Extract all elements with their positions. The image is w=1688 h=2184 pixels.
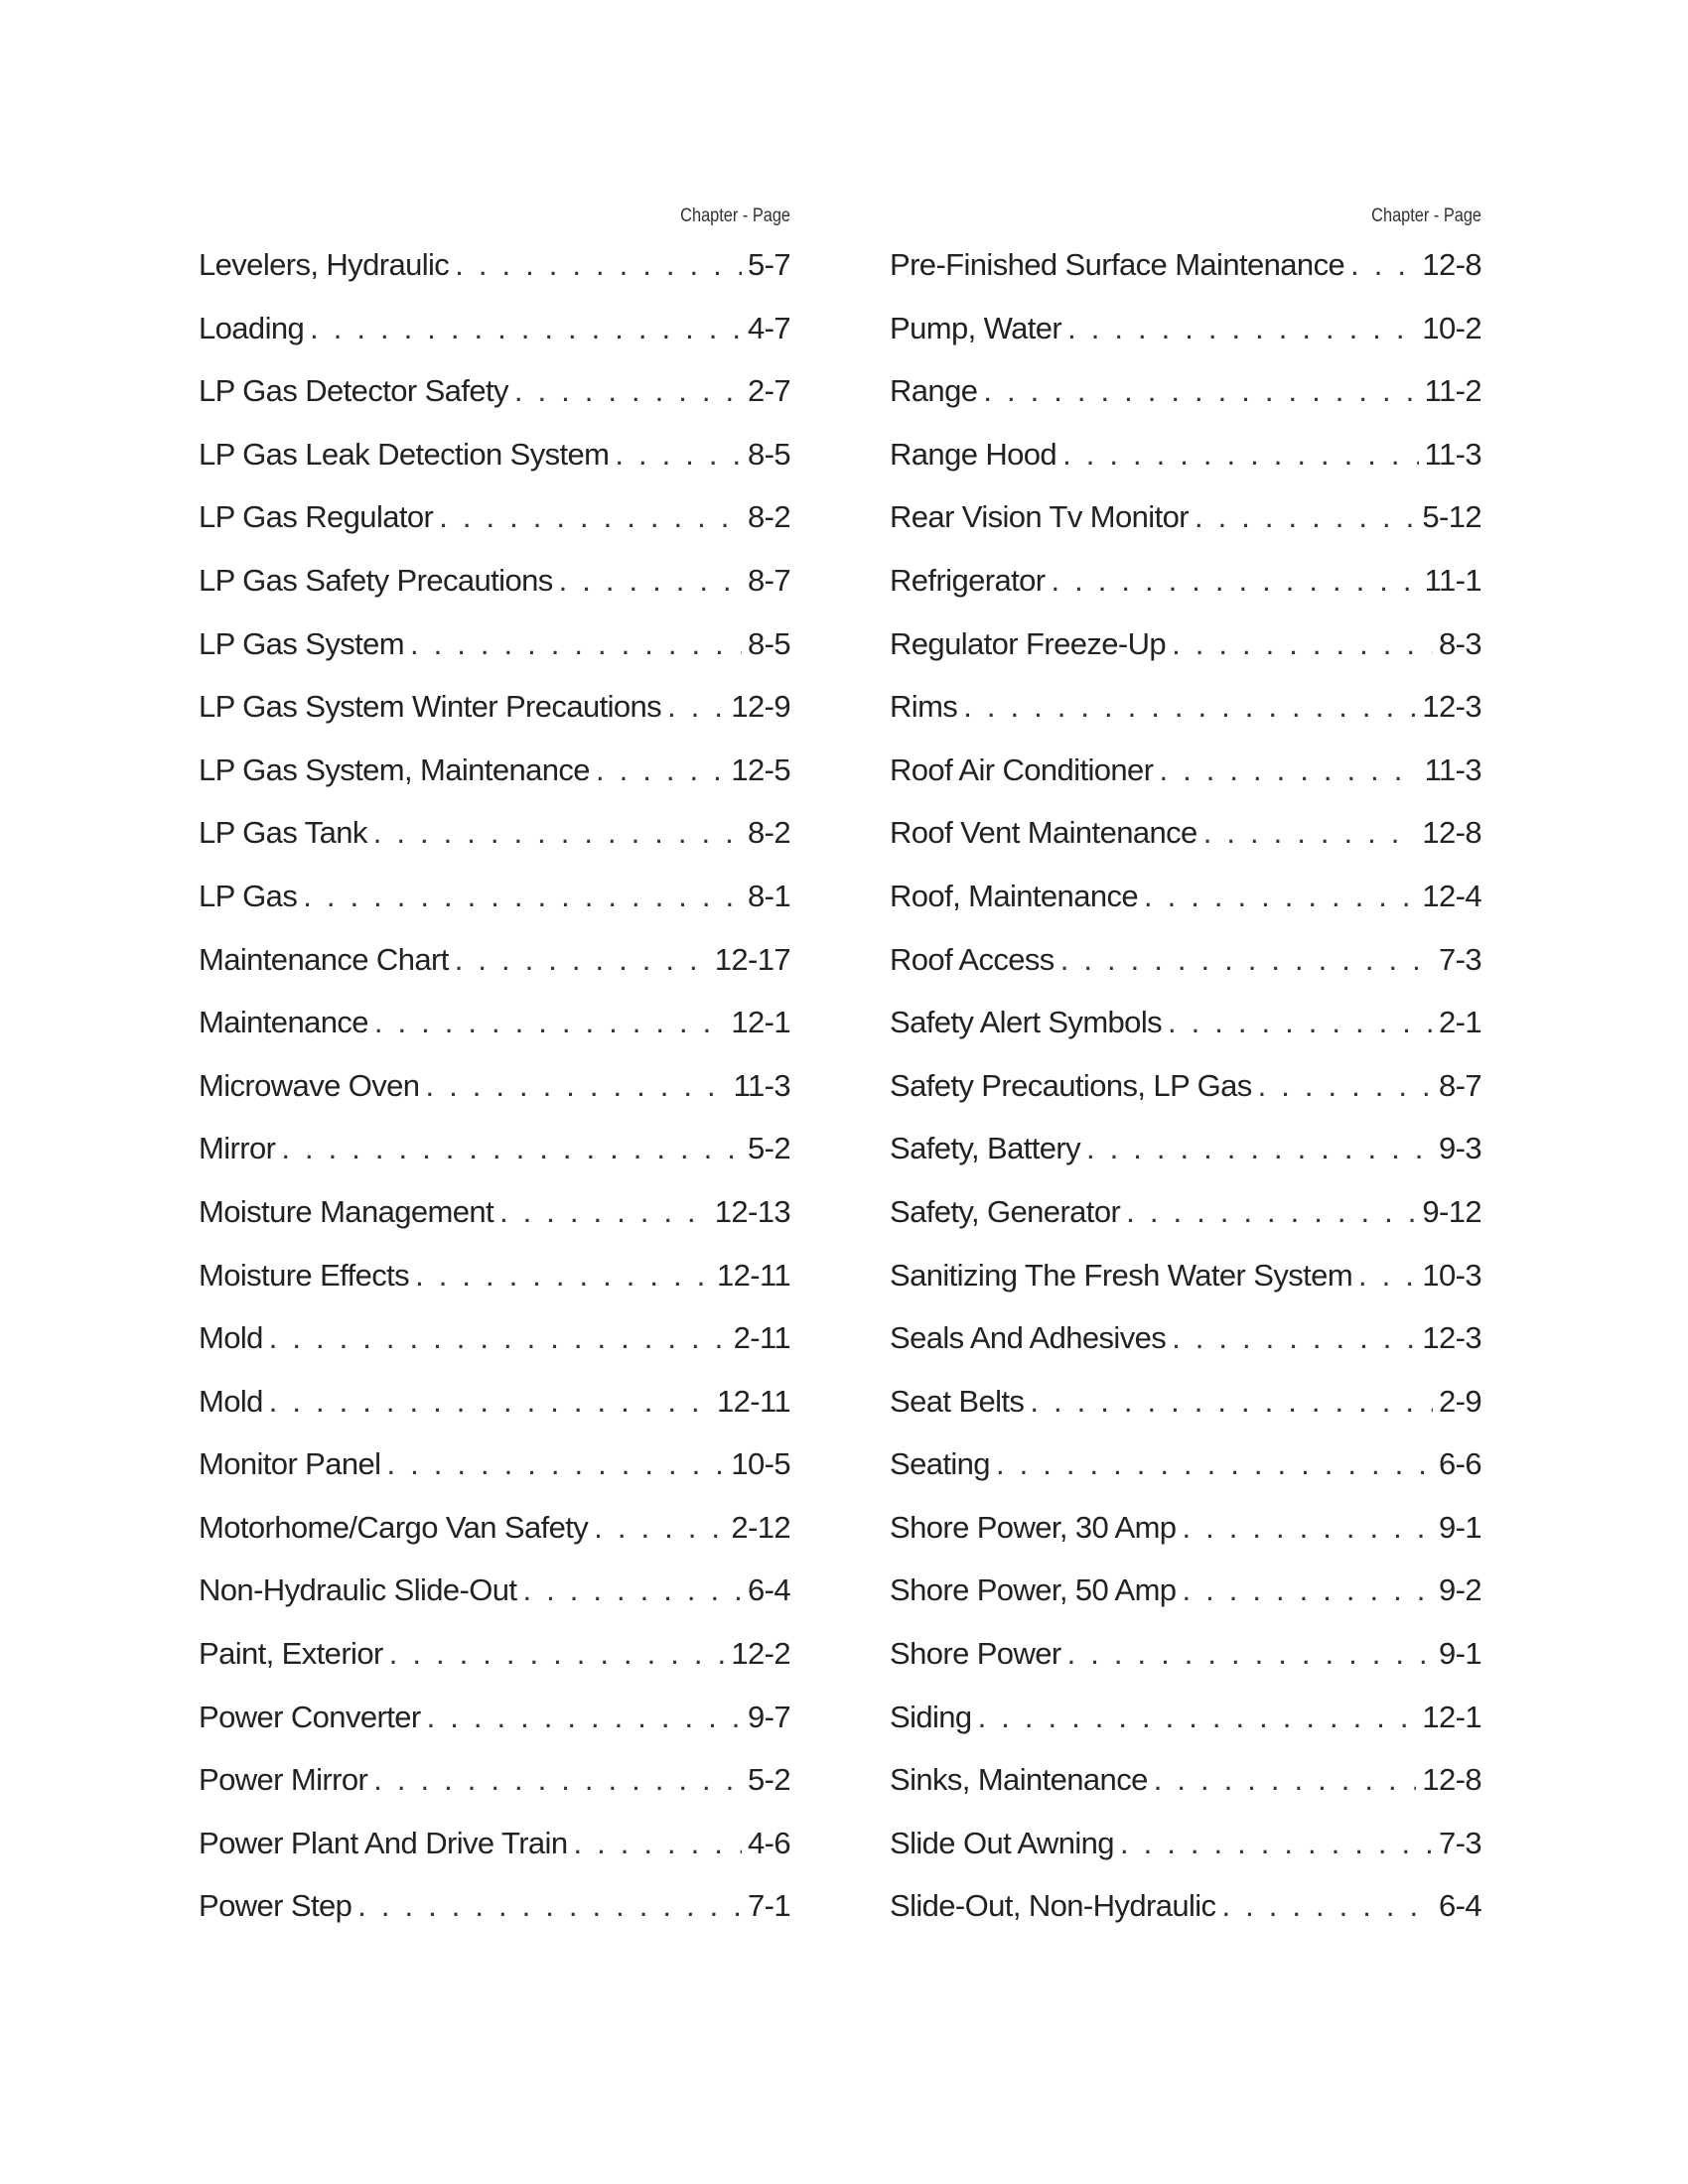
- index-entry: [199, 1446, 790, 1510]
- entry-label: Pre-Finished Surface Maintenance: [890, 247, 1345, 282]
- index-entry: [199, 1320, 790, 1384]
- entry-page: 12-9: [731, 689, 790, 725]
- dot-leader: [1221, 1888, 1433, 1924]
- entry-page: 2-1: [1438, 1005, 1481, 1040]
- entry-label: Mirror: [199, 1131, 276, 1166]
- entry-label: LP Gas Leak Detection System: [199, 436, 610, 472]
- entry-page: 12-3: [1422, 689, 1481, 725]
- index-column-left: [199, 203, 790, 1952]
- index-entry: [199, 1572, 790, 1636]
- dot-leader: [269, 1384, 711, 1420]
- entry-label: Mold: [199, 1383, 263, 1419]
- dot-leader: [1051, 563, 1418, 599]
- dot-leader: [1203, 815, 1417, 851]
- dot-leader: [1067, 1636, 1433, 1672]
- entry-page: 6-4: [747, 1572, 790, 1608]
- entry-label: Seals And Adhesives: [890, 1320, 1167, 1356]
- dot-leader: [1144, 879, 1416, 914]
- dot-leader: [455, 942, 709, 978]
- dot-leader: [427, 1700, 742, 1735]
- entry-label: Power Converter: [199, 1699, 421, 1734]
- index-entry: [199, 815, 790, 879]
- dot-leader: [596, 752, 725, 788]
- index-entry: [199, 1826, 790, 1889]
- entry-label: Siding: [890, 1699, 972, 1734]
- entry-label: Microwave Oven: [199, 1067, 420, 1103]
- index-entry: [890, 437, 1481, 500]
- entry-page: 8-2: [747, 499, 790, 535]
- entry-label: Shore Power: [890, 1636, 1061, 1672]
- dot-leader: [386, 1446, 725, 1482]
- index-entry: [890, 1384, 1481, 1447]
- index-entry: [890, 1068, 1481, 1132]
- entry-label: Range Hood: [890, 436, 1057, 472]
- dot-leader: [983, 373, 1418, 409]
- index-entry: [199, 752, 790, 816]
- dot-leader: [978, 1700, 1417, 1735]
- dot-leader: [1182, 1510, 1433, 1546]
- dot-leader: [281, 1131, 742, 1166]
- entry-label: Shore Power, 50 Amp: [890, 1572, 1177, 1608]
- entry-page: 7-1: [747, 1888, 790, 1924]
- dot-leader: [1120, 1826, 1433, 1861]
- entry-page: 12-2: [731, 1636, 790, 1672]
- dot-leader: [439, 499, 742, 535]
- dot-leader: [996, 1446, 1433, 1482]
- entry-label: Safety Alert Symbols: [890, 1005, 1163, 1040]
- entry-page: 2-11: [733, 1320, 790, 1356]
- entry-page: 12-8: [1422, 1762, 1481, 1798]
- dot-leader: [415, 1258, 711, 1294]
- index-entry: [890, 1446, 1481, 1510]
- index-entry: [199, 437, 790, 500]
- entry-page: 7-3: [1438, 1825, 1481, 1860]
- index-entry: [890, 1194, 1481, 1258]
- dot-leader: [1172, 1320, 1416, 1356]
- entry-label: Refrigerator: [890, 562, 1046, 598]
- entry-page: 12-3: [1422, 1320, 1481, 1356]
- index-entry: [199, 1700, 790, 1763]
- index-entry: [199, 1258, 790, 1321]
- dot-leader: [963, 689, 1416, 725]
- entry-label: LP Gas: [199, 878, 298, 913]
- index-entry: [199, 499, 790, 563]
- entry-page: 11-1: [1424, 562, 1481, 598]
- entry-page: 10-5: [731, 1446, 790, 1482]
- entry-page: 4-6: [747, 1825, 790, 1860]
- dot-leader: [410, 626, 742, 662]
- dot-leader: [667, 689, 725, 725]
- entry-label: Rear Vision Tv Monitor: [890, 499, 1189, 535]
- entry-page: 12-5: [731, 751, 790, 787]
- entry-label: Regulator Freeze-Up: [890, 625, 1167, 661]
- entry-label: Slide Out Awning: [890, 1825, 1114, 1860]
- index-entry: [890, 1131, 1481, 1194]
- entry-page: 11-3: [1424, 436, 1481, 472]
- dot-leader: [1172, 626, 1433, 662]
- entry-page: 2-7: [747, 373, 790, 409]
- dot-leader: [559, 563, 742, 599]
- entry-label: Moisture Effects: [199, 1257, 410, 1293]
- entry-label: Sinks, Maintenance: [890, 1762, 1148, 1798]
- entry-label: Shore Power, 30 Amp: [890, 1509, 1177, 1545]
- entry-page: 12-4: [1422, 878, 1481, 913]
- entry-page: 8-7: [747, 562, 790, 598]
- entry-page: 8-3: [1438, 625, 1481, 661]
- entry-label: Loading: [199, 310, 305, 345]
- dot-leader: [1126, 1194, 1416, 1230]
- entry-page: 11-3: [1424, 751, 1481, 787]
- entry-page: 9-3: [1438, 1131, 1481, 1166]
- entry-label: Roof Access: [890, 941, 1055, 977]
- entry-label: LP Gas Tank: [199, 815, 367, 851]
- index-entry: [199, 1068, 790, 1132]
- dot-leader: [310, 311, 742, 346]
- index-entry: [890, 942, 1481, 1006]
- entry-label: Roof Vent Maintenance: [890, 815, 1197, 851]
- column-header: Chapter - Page: [680, 205, 790, 226]
- entry-label: Moisture Management: [199, 1193, 494, 1229]
- entry-page: 8-5: [747, 436, 790, 472]
- entry-page: 12-11: [717, 1383, 790, 1419]
- entry-page: 12-1: [731, 1005, 790, 1040]
- entry-label: Safety Precautions, LP Gas: [890, 1067, 1252, 1103]
- dot-leader: [1062, 437, 1419, 473]
- dot-leader: [373, 1762, 742, 1798]
- dot-leader: [499, 1194, 709, 1230]
- index-entry: [890, 1572, 1481, 1636]
- dot-leader: [1154, 1762, 1417, 1798]
- entry-label: Maintenance Chart: [199, 941, 449, 977]
- index-entry: [890, 1636, 1481, 1700]
- dot-leader: [1168, 1005, 1433, 1040]
- entry-page: 12-8: [1422, 247, 1481, 282]
- entry-page: 11-3: [733, 1067, 790, 1103]
- index-entry: [890, 247, 1481, 311]
- entry-label: Slide-Out, Non-Hydraulic: [890, 1888, 1216, 1924]
- index-list: [890, 247, 1481, 1952]
- entry-label: Levelers, Hydraulic: [199, 247, 450, 282]
- index-entry: [890, 689, 1481, 752]
- dot-leader: [1195, 499, 1416, 535]
- entry-label: Seating: [890, 1446, 990, 1482]
- index-entry: [890, 1320, 1481, 1384]
- entry-page: 12-11: [717, 1257, 790, 1293]
- dot-leader: [1350, 247, 1416, 283]
- entry-page: 6-4: [1438, 1888, 1481, 1924]
- entry-label: Safety, Battery: [890, 1131, 1081, 1166]
- index-entry: [890, 1826, 1481, 1889]
- index-entry: [199, 247, 790, 311]
- dot-leader: [1086, 1131, 1433, 1166]
- dot-leader: [573, 1826, 742, 1861]
- entry-label: Rims: [890, 689, 958, 725]
- entry-label: LP Gas Safety Precautions: [199, 562, 553, 598]
- entry-label: Seat Belts: [890, 1383, 1025, 1419]
- dot-leader: [455, 247, 742, 283]
- index-entry: [890, 879, 1481, 942]
- dot-leader: [357, 1888, 742, 1924]
- index-entry: [199, 373, 790, 437]
- index-entry: [890, 1700, 1481, 1763]
- entry-page: 6-6: [1438, 1446, 1481, 1482]
- entry-label: Power Step: [199, 1888, 352, 1924]
- entry-page: 5-2: [747, 1762, 790, 1798]
- index-entry: [890, 563, 1481, 626]
- index-entry: [199, 1131, 790, 1194]
- entry-page: 12-1: [1422, 1699, 1481, 1734]
- index-entry: [890, 1888, 1481, 1952]
- entry-page: 11-2: [1424, 373, 1481, 409]
- index-list: [199, 247, 790, 1952]
- entry-label: LP Gas System Winter Precautions: [199, 689, 662, 725]
- entry-page: 8-7: [1438, 1067, 1481, 1103]
- entry-label: LP Gas System: [199, 625, 404, 661]
- column-header: Chapter - Page: [1371, 205, 1481, 226]
- entry-page: 5-7: [747, 247, 790, 282]
- entry-label: Range: [890, 373, 978, 409]
- dot-leader: [1358, 1258, 1416, 1294]
- entry-page: 5-12: [1422, 499, 1481, 535]
- entry-label: Pump, Water: [890, 310, 1062, 345]
- dot-leader: [1030, 1384, 1433, 1420]
- index-entry: [890, 1510, 1481, 1573]
- index-entry: [890, 815, 1481, 879]
- index-entry: [199, 1636, 790, 1700]
- dot-leader: [373, 815, 742, 851]
- entry-page: 8-2: [747, 815, 790, 851]
- entry-page: 12-8: [1422, 815, 1481, 851]
- index-entry: [890, 626, 1481, 690]
- entry-page: 9-1: [1438, 1509, 1481, 1545]
- index-entry: [199, 1194, 790, 1258]
- entry-label: Motorhome/Cargo Van Safety: [199, 1509, 589, 1545]
- dot-leader: [1159, 752, 1418, 788]
- index-entry: [199, 942, 790, 1006]
- entry-label: Non-Hydraulic Slide-Out: [199, 1572, 517, 1608]
- index-entry: [199, 563, 790, 626]
- index-entry: [890, 1005, 1481, 1068]
- entry-page: 9-7: [747, 1699, 790, 1734]
- index-entry: [890, 1762, 1481, 1826]
- entry-page: 12-17: [714, 941, 790, 977]
- entry-label: LP Gas Detector Safety: [199, 373, 508, 409]
- index-entry: [890, 373, 1481, 437]
- entry-label: Paint, Exterior: [199, 1636, 383, 1672]
- index-entry: [890, 311, 1481, 374]
- entry-label: Mold: [199, 1320, 263, 1356]
- dot-leader: [1067, 311, 1416, 346]
- dot-leader: [615, 437, 742, 473]
- entry-label: Power Plant And Drive Train: [199, 1825, 568, 1860]
- dot-leader: [1258, 1068, 1433, 1104]
- dot-leader: [425, 1068, 727, 1104]
- entry-page: 7-3: [1438, 941, 1481, 977]
- dot-leader: [303, 879, 742, 914]
- entry-label: LP Gas Regulator: [199, 499, 434, 535]
- entry-page: 5-2: [747, 1131, 790, 1166]
- index-entry: [199, 626, 790, 690]
- entry-page: 4-7: [747, 310, 790, 345]
- entry-page: 9-1: [1438, 1636, 1481, 1672]
- index-column-right: [890, 203, 1481, 1952]
- entry-label: Roof, Maintenance: [890, 878, 1139, 913]
- index-entry: [199, 311, 790, 374]
- dot-leader: [374, 1005, 725, 1040]
- index-entry: [199, 879, 790, 942]
- entry-label: Monitor Panel: [199, 1446, 381, 1482]
- dot-leader: [594, 1510, 725, 1546]
- index-entry: [199, 1888, 790, 1952]
- entry-label: LP Gas System, Maintenance: [199, 751, 590, 787]
- entry-label: Power Mirror: [199, 1762, 368, 1798]
- entry-page: 8-5: [747, 625, 790, 661]
- index-entry: [199, 1762, 790, 1826]
- dot-leader: [269, 1320, 728, 1356]
- index-entry: [199, 1510, 790, 1573]
- dot-leader: [514, 373, 742, 409]
- entry-page: 10-2: [1422, 310, 1481, 345]
- entry-page: 10-3: [1422, 1257, 1481, 1293]
- entry-page: 12-13: [714, 1193, 790, 1229]
- entry-page: 2-9: [1438, 1383, 1481, 1419]
- index-entry: [199, 689, 790, 752]
- dot-leader: [1182, 1572, 1433, 1608]
- entry-page: 9-12: [1422, 1193, 1481, 1229]
- entry-label: Sanitizing The Fresh Water System: [890, 1257, 1353, 1293]
- index-entry: [890, 1258, 1481, 1321]
- index-entry: [890, 499, 1481, 563]
- dot-leader: [522, 1572, 742, 1608]
- entry-page: 9-2: [1438, 1572, 1481, 1608]
- entry-page: 2-12: [731, 1509, 790, 1545]
- dot-leader: [1060, 942, 1433, 978]
- index-entry: [199, 1384, 790, 1447]
- index-entry: [199, 1005, 790, 1068]
- entry-page: 8-1: [747, 878, 790, 913]
- index-entry: [890, 752, 1481, 816]
- dot-leader: [389, 1636, 726, 1672]
- entry-label: Roof Air Conditioner: [890, 751, 1154, 787]
- entry-label: Safety, Generator: [890, 1193, 1121, 1229]
- entry-label: Maintenance: [199, 1005, 368, 1040]
